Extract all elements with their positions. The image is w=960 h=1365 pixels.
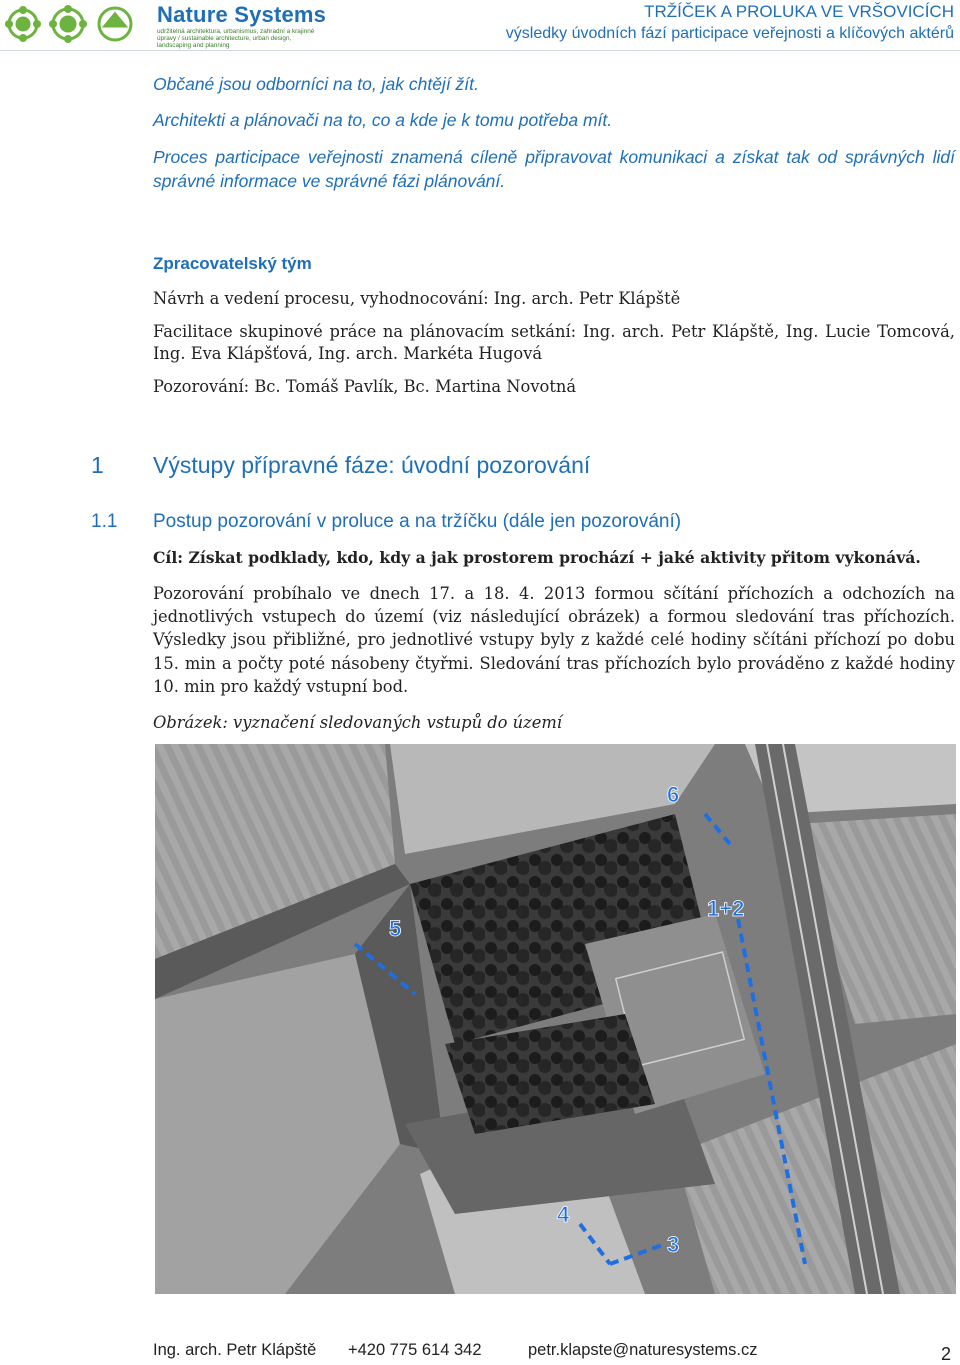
footer-email-link[interactable]: petr.klapste@naturesystems.cz — [528, 1341, 758, 1359]
team-heading: Zpracovatelský tým — [153, 254, 312, 273]
team-lead: Návrh a vedení procesu, vyhodnocování: Ing. arch. Petr Klápště — [153, 289, 681, 308]
nature-systems-logo-icon — [3, 2, 153, 46]
team-facilitation: Facilitace skupinové práce na plánovacím setkání: Ing. arch. Petr Klápště, Ing. Lucie Tomcová, Ing. Eva Klápšťová, Ing. arch. Markéta Hugová — [153, 322, 955, 363]
section-1-title: Výstupy přípravné fáze: úvodní pozorování — [153, 452, 591, 478]
entry-label-4: 4 — [557, 1202, 570, 1227]
document-subtitle: výsledky úvodních fází participace veřejnosti a klíčových aktérů — [505, 25, 954, 42]
page-number: 2 — [940, 1344, 951, 1364]
document-title: TRŽÍČEK A PROLUKA VE VRŠOVICÍCH — [644, 2, 954, 21]
intro-line-2: Architekti a plánovači na to, co a kde je k tomu potřeba mít. — [153, 110, 613, 130]
figure-caption: Obrázek: vyznačení sledovaných vstupů do území — [153, 713, 562, 732]
footer-name: Ing. arch. Petr Klápště — [153, 1341, 317, 1359]
footer-phone[interactable]: +420 775 614 342 — [348, 1341, 482, 1359]
brand-tagline: udržitelná architektura, urbanismus, zahradní a krajinné úpravy / sustainable architecture, urban design, landscaping and planning — [157, 28, 315, 49]
entry-label-1-2: 1+2 — [707, 896, 745, 921]
entry-label-3: 3 — [667, 1232, 680, 1257]
entry-label-5: 5 — [389, 916, 402, 941]
brand-name: Nature Systems — [157, 2, 327, 27]
aerial-photo — [155, 744, 956, 1294]
team-observation: Pozorování: Bc. Tomáš Pavlík, Bc. Martina Novotná — [153, 377, 577, 396]
section-1-number: 1 — [91, 452, 104, 478]
section-1-1-title: Postup pozorování v proluce a na tržíčku (dále jen pozorování) — [153, 511, 682, 532]
entry-label-6: 6 — [667, 782, 680, 807]
intro-line-1: Občané jsou odborníci na to, jak chtějí žít. — [153, 74, 479, 94]
intro-paragraph: Proces participace veřejnosti znamená cíleně připravovat komunikaci a získat tak od správných lidí správné informace ve správné fázi plánování. — [153, 147, 955, 191]
header-divider — [0, 50, 960, 51]
observation-goal: Cíl: Získat podklady, kdo, kdy a jak prostorem prochází + jaké aktivity přitom vykonává. — [153, 548, 921, 567]
section-1-1-number: 1.1 — [91, 511, 118, 532]
observation-body: Pozorování probíhalo ve dnech 17. a 18. 4. 2013 formou sčítání příchozích a odchozích na jednotlivých vstupech do území (viz následující obrázek) a formou sledování tras příchozích. Výsledky jsou přibližné, pro jednotlivé vstupy byly z každé celé hodiny sčítáni příchozí po dobu 15. min a počty poté násobeny čtyřmi. Sledování tras příchozích bylo prováděno z každé hodiny 10. min pro každý vstupní bod. — [153, 584, 955, 696]
